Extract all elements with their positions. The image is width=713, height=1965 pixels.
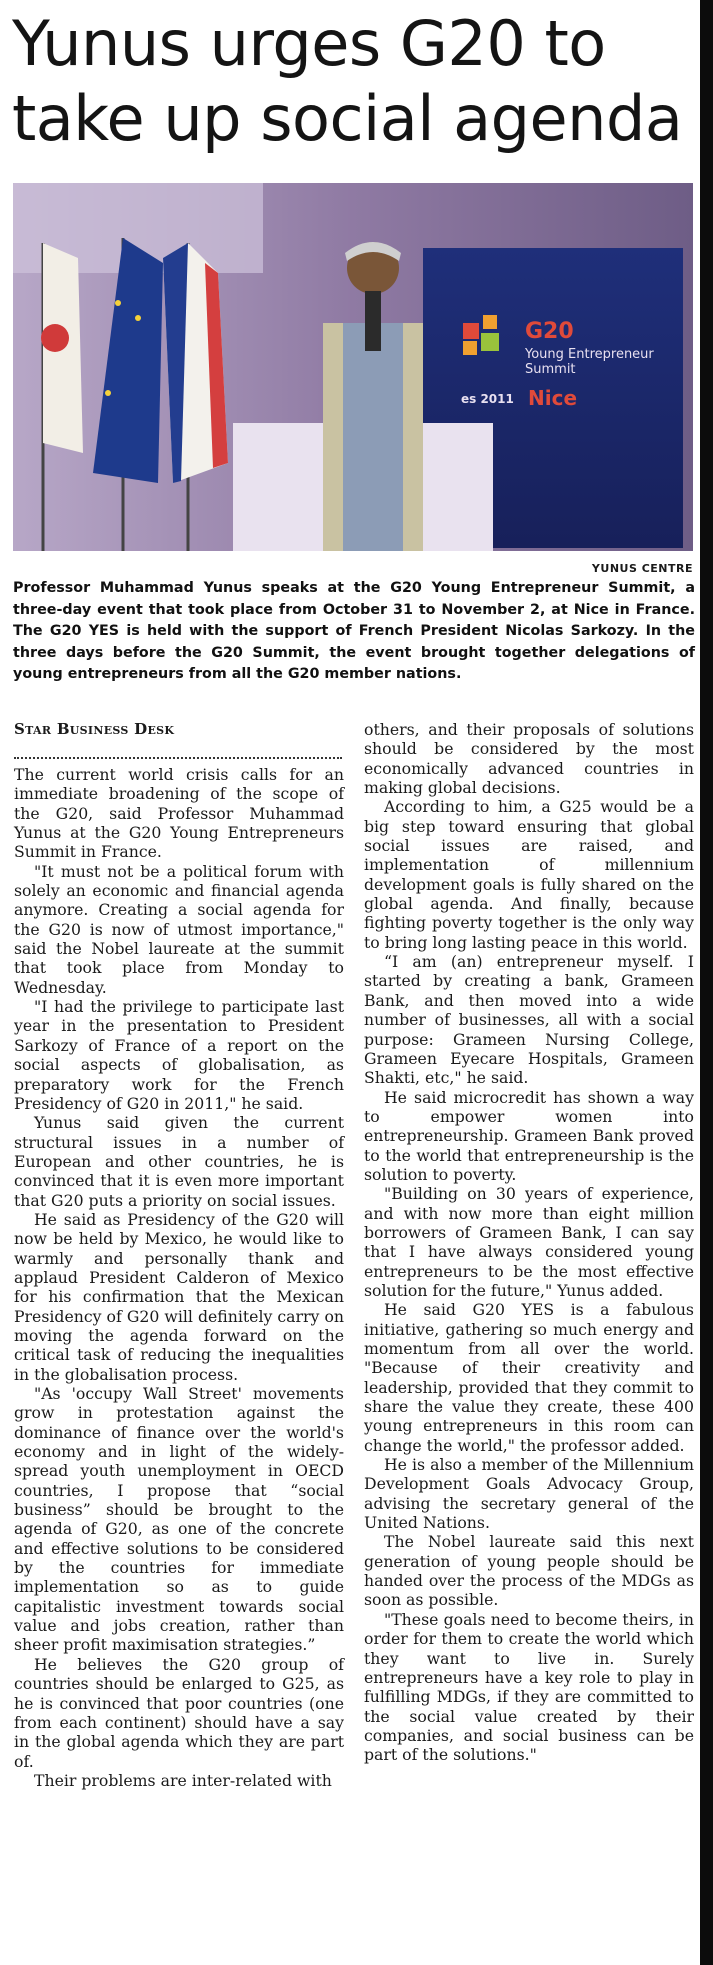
article-paragraph: According to him, a G25 would be a big step toward ensuring that global social issues are raised, and implementation of millennium development goals is fully shared on the global agenda. And finally, because fighting poverty together is the only way to bring long lasting peace in this world. [364, 797, 694, 952]
screen-nice: Nice [528, 386, 578, 410]
news-photo [13, 183, 693, 551]
article-paragraph: “I am (an) entrepreneur myself. I started by creating a bank, Grameen Bank, and then moved into a wide number of businesses, all with a social purpose: Grameen Nursing College, Grameen Eyecare Hospitals, Grameen Shakti, etc," he said. [364, 952, 694, 1088]
article-paragraph: He is also a member of the Millennium Development Goals Advocacy Group, advising the secretary general of the United Nations. [364, 1455, 694, 1533]
article-paragraph: "These goals need to become theirs, in order for them to create the world which they want to live in. Surely entrepreneurs have a key role to play in fulfilling MDGs, if they are committed to the social value created by their companies, and social business can be part of the solutions." [364, 1609, 694, 1765]
screen-g20: G20 [525, 319, 574, 344]
right-edge-bar [700, 0, 713, 1965]
screen-year: es 2011 [461, 392, 514, 406]
article-paragraph: Their problems are inter-related with [34, 1770, 332, 1790]
article-paragraph: "As 'occupy Wall Street' movements grow in protestation against the dominance of finance over the world's economy and in light of the widely-spread youth unemployment in OECD countries, I propose that “social business” should be brought to the agenda of G20, as one of the concrete and effective solutions to be considered by the countries for immediate implementation so as to guide capitalistic investment towards social value and jobs creation, rather than sheer profit maximisation strategies.” [14, 1384, 344, 1655]
article-paragraph: He said as Presidency of the G20 will now be held by Mexico, he would like to warmly and personally thank and applaud President Calderon of Mexico for his confirmation that the Mexican Presidency of G20 will definitely carry on moving the agenda forward on the critical task of reducing the inequalities in the globalisation process. [14, 1209, 344, 1384]
byline-divider [14, 744, 342, 759]
article-column-2 [364, 720, 694, 1765]
screen-summit: Summit [525, 362, 576, 377]
article-paragraph: Yunus said given the current structural issues in a number of European and other countries, he is convinced that it is even more important that G20 puts a priority on social issues. [14, 1113, 344, 1210]
screen-young-entrepreneur: Young Entrepreneur [525, 347, 654, 362]
headline: Yunus urges G20 to take up social agenda [12, 7, 683, 155]
article-paragraph: The Nobel laureate said this next generation of young people should be handed over the process of the MDGs as soon as possible. [364, 1532, 694, 1610]
photo-caption: Professor Muhammad Yunus speaks at the G20 Young Entrepreneur Summit, a three-day event that took place from October 31 to November 2, at Nice in France. The G20 YES is held with the support of French President Nicolas Sarkozy. In the three days before the G20 Summit, the event brought together delegations of young entrepreneurs from all the G20 member nations. [13, 580, 695, 682]
article-paragraph: He said G20 YES is a fabulous initiative, gathering so much energy and momentum from all over the world. "Because of their creativity and leadership, provided that they commit to share the value they create, these 400 young entrepreneurs in this room can change the world," the professor added. [364, 1300, 694, 1455]
article-paragraph: The current world crisis calls for an immediate broadening of the scope of the G20, said Professor Muhammad Yunus at the G20 Young Entrepreneurs Summit in France. [14, 765, 344, 862]
article-column-1 [14, 720, 344, 1790]
article-paragraph: "I had the privilege to participate last year in the presentation to President Sarkozy of France of a report on the social aspects of globalisation, as preparatory work for the French Presidency of G20 in 2011," he said. [14, 997, 344, 1113]
article-paragraph: others, and their proposals of solutions should be considered by the most economically advanced countries in making global decisions. [364, 720, 694, 798]
article-paragraph: "It must not be a political forum with solely an economic and financial agenda anymore. Creating a social agenda for the G20 is now of utmost importance," said the Nobel laureate at the summit that took place from Monday to Wednesday. [14, 861, 344, 997]
article-paragraph: He believes the G20 group of countries should be enlarged to G25, as he is convinced that poor countries (one from each continent) should have a say in the global agenda which they are part of. [14, 1654, 344, 1771]
article-paragraph: He said microcredit has shown a way to empower women into entrepreneurship. Grameen Bank proved to the world that entrepreneurship is the solution to poverty. [364, 1087, 694, 1184]
photo-credit: YUNUS CENTRE [591, 562, 693, 575]
byline: Star Business Desk [14, 720, 175, 738]
article-paragraph: "Building on 30 years of experience, and with now more than eight million borrowers of Grameen Bank, I can say that I have always considered young entrepreneurs to be the most effective solution for the future," Yunus added. [364, 1184, 694, 1300]
